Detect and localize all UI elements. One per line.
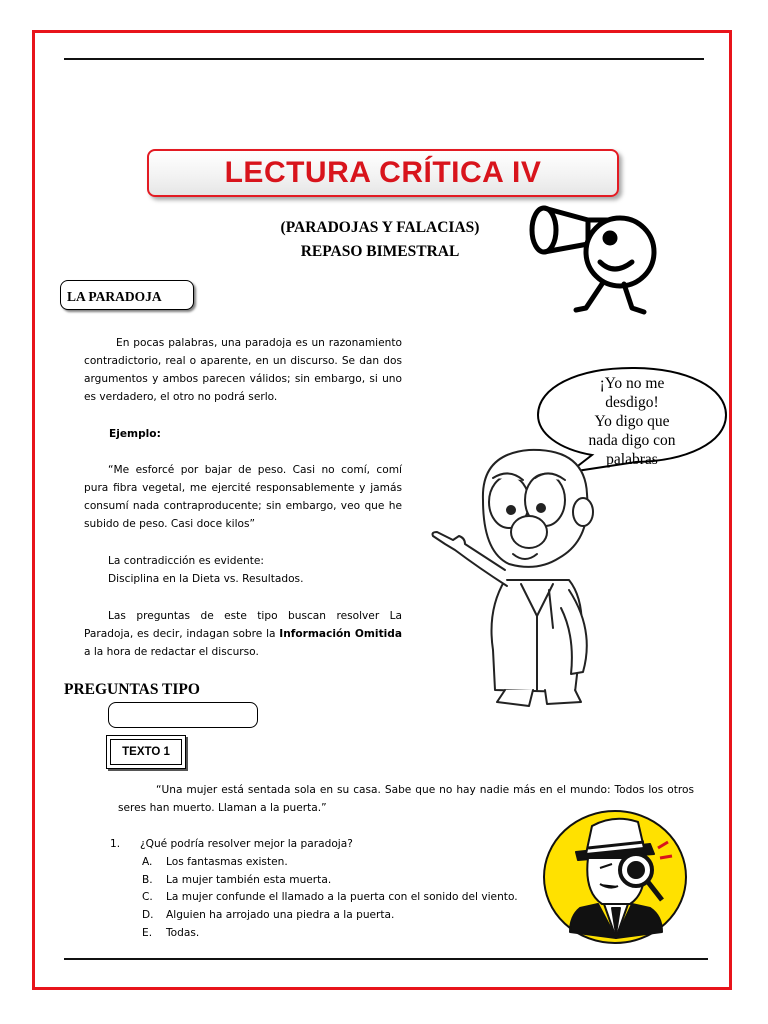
texto-1-inner xyxy=(110,739,182,765)
option-b xyxy=(110,872,518,890)
option-c-letter: C. xyxy=(142,891,153,904)
section-la-paradoja-label: LA PARADOJA xyxy=(67,289,162,304)
page-title: LECTURA CRÍTICA IV xyxy=(224,156,542,189)
blank-label-box xyxy=(108,702,258,728)
option-a-text: Los fantasmas existen. xyxy=(166,855,288,868)
subtitle-1: (PARADOJAS Y FALACIAS) xyxy=(280,219,480,236)
question-number: 1. xyxy=(110,838,121,850)
top-rule xyxy=(64,58,704,60)
option-b-text: La mujer también esta muerta. xyxy=(166,873,332,886)
speech-line-4: nada digo con xyxy=(588,432,676,449)
speech-line-2: desdigo! xyxy=(605,394,659,411)
speech-line-5: palabras xyxy=(606,451,658,468)
example-label: Ejemplo: xyxy=(109,428,161,440)
example-quote: “Me esforcé por bajar de peso. Casi no comí, comí pura fibra vegetal, me ejercité responsablemente y jamás consumí nada contraproducente; sin embargo, veo que he subido de peso. Casi doce kilos” xyxy=(84,464,402,530)
texto-1-box xyxy=(106,735,186,769)
option-a-letter: A. xyxy=(142,855,153,868)
questions-para-start: Las preguntas de este tipo buscan resolver La Paradoja, es decir, indagan sobre la xyxy=(84,610,402,640)
option-e-text: Todas. xyxy=(166,926,200,939)
texto-1-label: TEXTO 1 xyxy=(122,746,170,758)
subtitle-2: REPASO BIMESTRAL xyxy=(300,243,460,260)
speech-line-1: ¡Yo no me xyxy=(599,375,665,392)
detective-illustration xyxy=(540,808,690,946)
option-c xyxy=(110,889,518,907)
contradiction-line-1: La contradicción es evidente: xyxy=(108,555,264,567)
option-e-letter: E. xyxy=(142,926,153,939)
speech-line-3: Yo digo que xyxy=(594,413,670,430)
questions-para-end: a la hora de redactar el discurso. xyxy=(84,646,259,658)
questions-paragraph xyxy=(84,607,402,661)
question-text: ¿Qué podría resolver mejor la paradoja? xyxy=(140,838,353,850)
contradiction-line-2: Disciplina en la Dieta vs. Resultados. xyxy=(108,573,304,585)
title-banner xyxy=(147,149,619,197)
intro-paragraph: En pocas palabras, una paradoja es un razonamiento contradictorio, real o aparente, en un discurso. Se dan dos argumentos y ambos parecen válidos; sin embargo, si uno es verdadero, el otro no podrá serlo. xyxy=(84,337,402,403)
texto-1-quote: “Una mujer está sentada sola en su casa. Sabe que no hay nadie más en el mundo: Todos los otros seres han muerto. Llaman a la puerta.” xyxy=(118,784,694,814)
section-la-paradoja xyxy=(60,280,194,310)
option-d xyxy=(110,907,518,925)
option-d-text: Alguien ha arrojado una piedra a la puerta. xyxy=(166,909,395,922)
option-c-text: La mujer confunde el llamado a la puerta con el sonido del viento. xyxy=(166,891,518,904)
question-1 xyxy=(110,836,518,943)
telescope-figure-illustration xyxy=(520,200,670,318)
bottom-rule xyxy=(64,958,708,960)
option-e xyxy=(110,925,518,943)
option-b-letter: B. xyxy=(142,873,153,886)
info-omitida: Información Omitida xyxy=(279,628,402,640)
option-a xyxy=(110,854,518,872)
question-1-stem xyxy=(110,836,518,854)
preguntas-tipo-heading: PREGUNTAS TIPO xyxy=(64,681,200,698)
cartoon-man-illustration xyxy=(425,440,615,710)
option-d-letter: D. xyxy=(142,909,154,922)
